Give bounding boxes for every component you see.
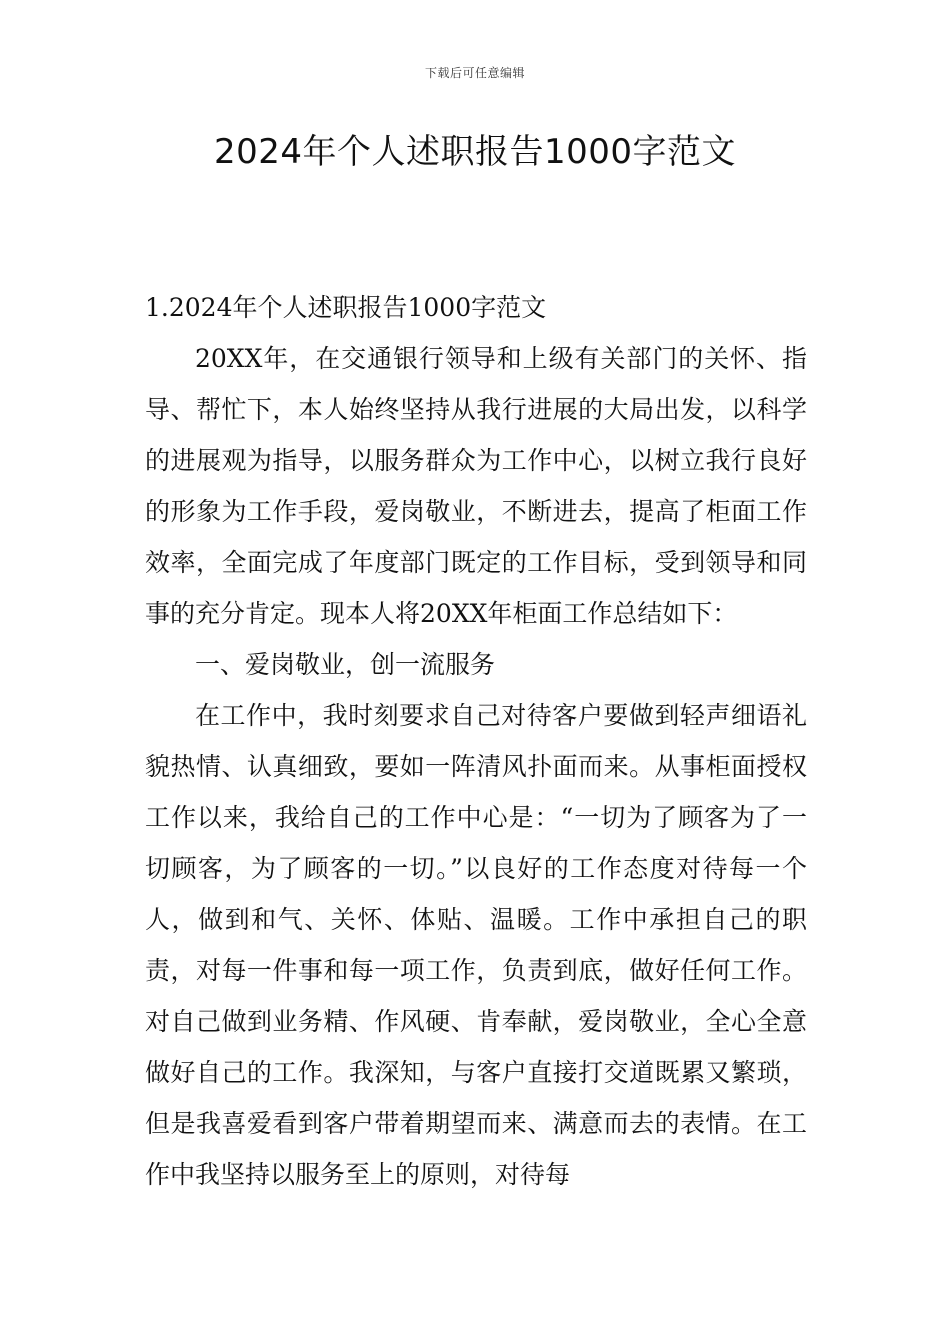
body-paragraph: 在工作中，我时刻要求自己对待客户要做到轻声细语礼貌热情、认真细致，要如一阵清风扑面而来。从事柜面授权工作以来，我给自己的工作中心是：“一切为了顾客为了一切顾客，为了顾客的一切。”以良好的工作态度对待每一个人，做到和气、关怀、体贴、温暖。工作中承担自己的职责，对每一件事和每一项工作，负责到底，做好任何工作。对自己做到业务精、作风硬、肯奉献，爱岗敬业，全心全意做好自己的工作。我深知，与客户直接打交道既累又繁琐，但是我喜爱看到客户带着期望而来、满意而去的表情。在工作中我坚持以服务至上的原则，对待每 [145,701,807,1189]
document-body [145,282,807,1200]
body-paragraph: 20XX年，在交通银行领导和上级有关部门的关怀、指导、帮忙下，本人始终坚持从我行进展的大局出发，以科学的进展观为指导，以服务群众为工作中心，以树立我行良好的形象为工作手段，爱岗敬业，不断进去，提高了柜面工作效率，全面完成了年度部门既定的工作目标，受到领导和同事的充分肯定。现本人将20XX年柜面工作总结如下： [145,344,807,628]
header-note: 下载后可任意编辑 [424,66,525,80]
section-heading: 一、爱岗敬业，创一流服务 [195,650,496,679]
section-title: 1.2024年个人述职报告1000字范文 [145,293,547,322]
document-title: 2024年个人述职报告1000字范文 [213,132,737,172]
